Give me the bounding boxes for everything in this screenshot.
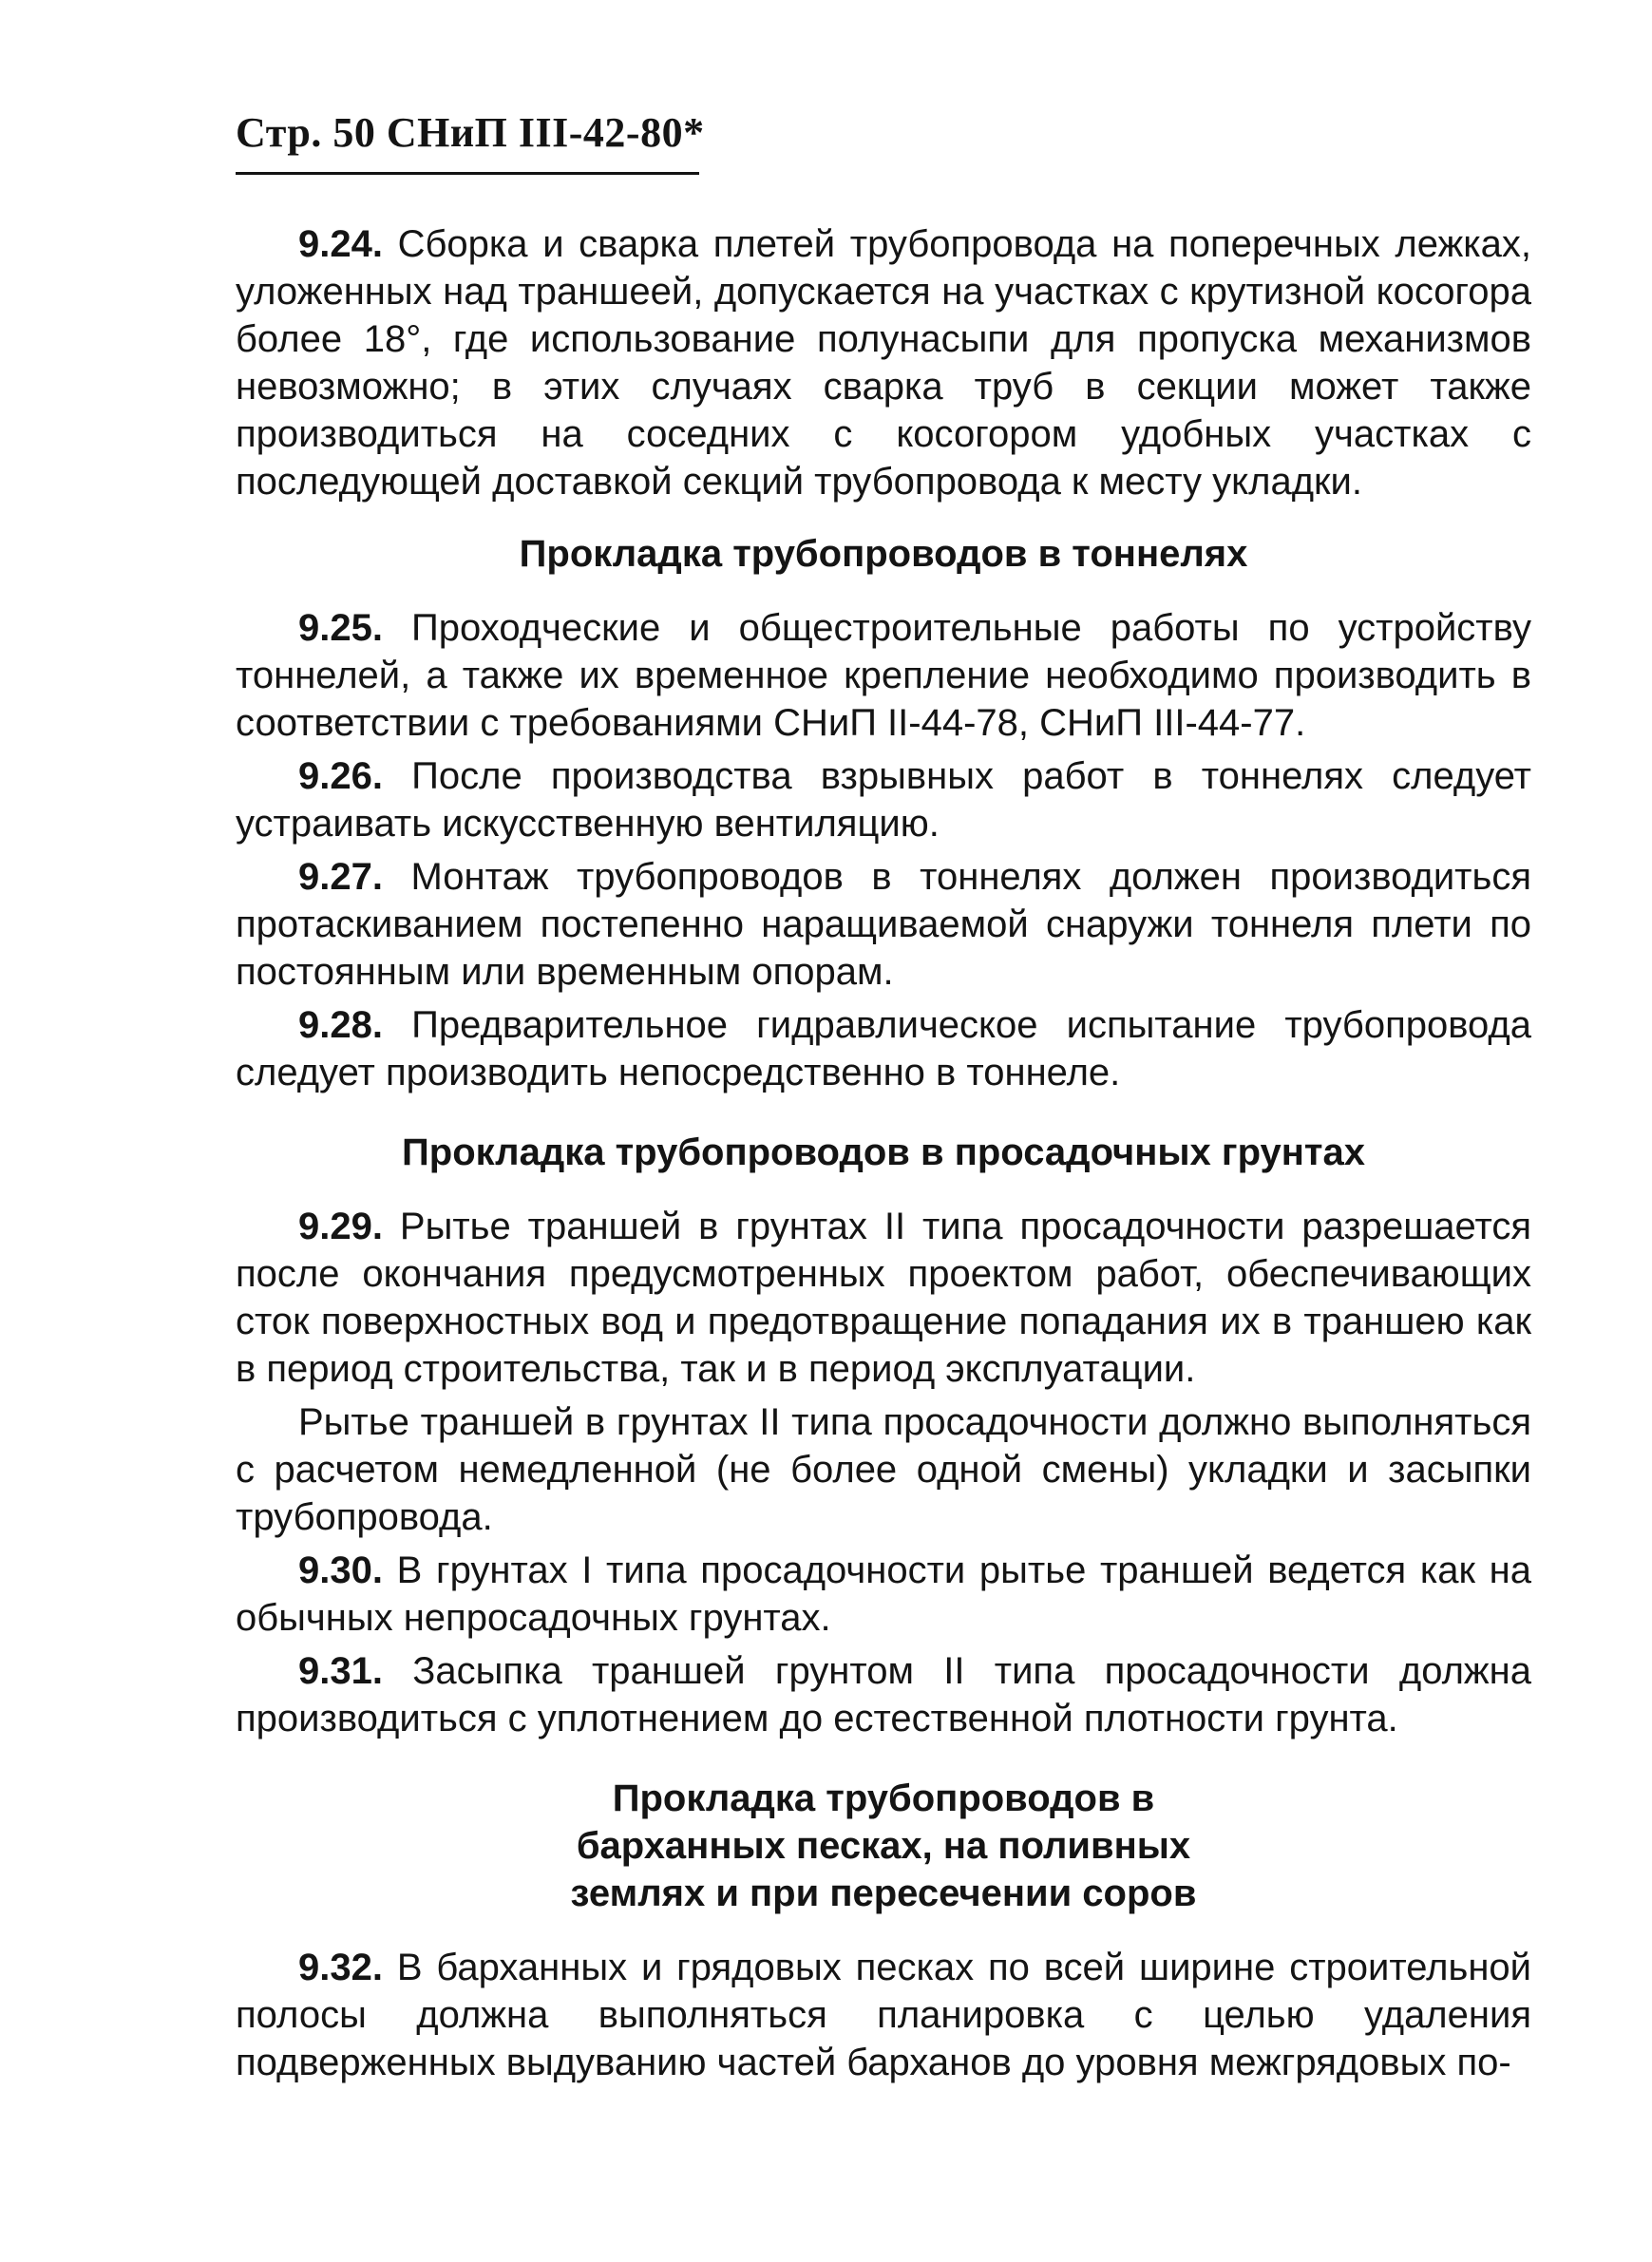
paragraph-text: Рытье траншей в грунтах II типа просадочности должно выполняться с расчетом немедленной (не более одной смены) укладки и засыпки трубопровода.: [236, 1401, 1531, 1538]
section-title-subsiding-soils: Прокладка трубопроводов в просадочных грунтах: [402, 1131, 1365, 1173]
section-title-tunnels: Прокладка трубопроводов в тоннелях: [519, 533, 1248, 575]
paragraph-number: 9.24.: [298, 223, 383, 265]
paragraph-9-25: [236, 604, 1531, 747]
paragraph-number: 9.28.: [298, 1004, 383, 1046]
header-rule: [236, 172, 699, 175]
paragraph-text: В грунтах I типа просадочности рытье траншей ведется как на обычных непросадочных грунтах.: [236, 1549, 1531, 1639]
paragraph-9-28: [236, 1001, 1531, 1096]
paragraph-text: Проходческие и общестроительные работы по устройству тоннелей, а также их временное крепление необходимо производить в соответствии с требованиями СНиП II-44-78, СНиП III-44-77.: [236, 607, 1531, 744]
paragraph-text: Монтаж трубопроводов в тоннелях должен производиться протаскиванием постепенно наращиваемой снаружи тоннеля плети по постоянным или временным опорам.: [236, 856, 1531, 993]
paragraph-text: Рытье траншей в грунтах II типа просадочности разрешается после окончания предусмотренных проектом работ, обеспечивающих сток поверхностных вод и предотвращение попадания их в траншею как в период строительства, так и в период эксплуатации.: [236, 1206, 1531, 1390]
section-title-dune-sands: Прокладка трубопроводов в барханных песках, на поливных землях и при пересечении соров: [570, 1777, 1197, 1914]
paragraph-number: 9.25.: [298, 607, 383, 649]
paragraph-number: 9.30.: [298, 1549, 383, 1591]
document-body: [236, 220, 1531, 2092]
paragraph-text: В барханных и грядовых песках по всей ширине строительной полосы должна выполняться планировка с целью удаления подверженных выдуванию частей барханов до уровня межгрядовых по-: [236, 1947, 1531, 2083]
paragraph-number: 9.31.: [298, 1650, 383, 1692]
paragraph-text: Засыпка траншей грунтом II типа просадочности должна производиться с уплотнением до естественной плотности грунта.: [236, 1650, 1531, 1739]
paragraph-number: 9.26.: [298, 755, 383, 797]
paragraph-text: Сборка и сварка плетей трубопровода на поперечных лежках, уложенных над траншеей, допускается на участках с крутизной косогора более 18°, где использование полунасыпи для пропуска механизмов невозможно; в этих случаях сварка труб в секции может также производиться на соседних с косогором удобных участках с последующей доставкой секций трубопровода к месту укладки.: [236, 223, 1531, 503]
paragraph-9-30: [236, 1547, 1531, 1642]
page-header: Стр. 50 СНиП III-42-80*: [236, 109, 705, 156]
paragraph-text: После производства взрывных работ в тоннелях следует устраивать искусственную вентиляцию.: [236, 755, 1531, 845]
paragraph-number: 9.27.: [298, 856, 383, 898]
paragraph-text: Предварительное гидравлическое испытание трубопровода следует производить непосредственно в тоннеле.: [236, 1004, 1531, 1093]
paragraph-9-29-cont: [236, 1398, 1531, 1541]
paragraph-9-24: [236, 220, 1531, 505]
paragraph-9-29: [236, 1203, 1531, 1393]
paragraph-9-27: [236, 853, 1531, 996]
paragraph-number: 9.32.: [298, 1947, 383, 1988]
paragraph-9-32: [236, 1944, 1531, 2086]
paragraph-9-31: [236, 1647, 1531, 1742]
paragraph-9-26: [236, 752, 1531, 847]
paragraph-number: 9.29.: [298, 1206, 383, 1247]
